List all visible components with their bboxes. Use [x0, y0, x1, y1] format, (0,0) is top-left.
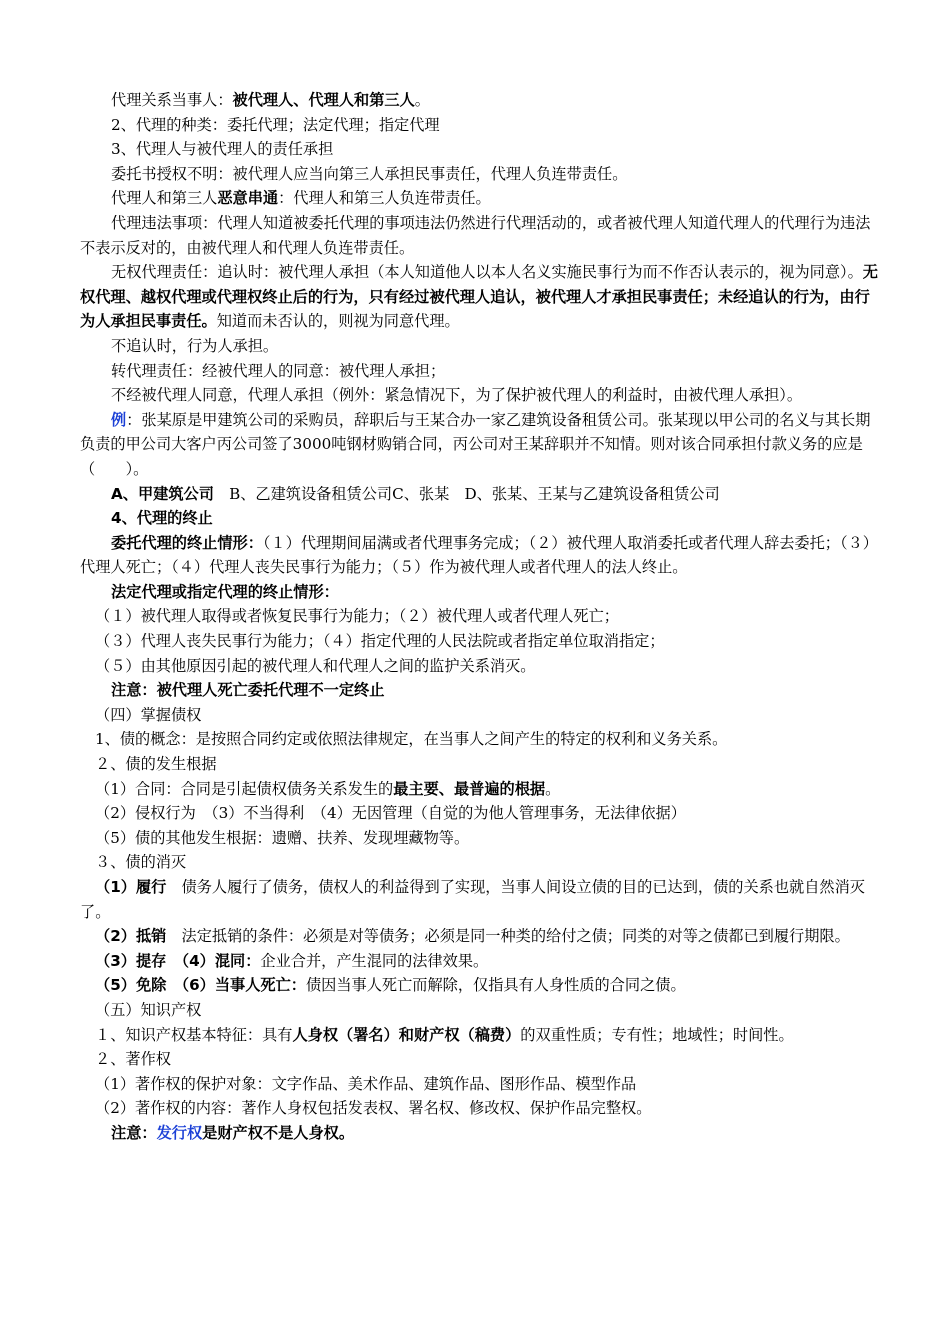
- paragraph-offset: （2）抵销 法定抵销的条件：必须是对等债务；必须是同一种类的给付之债；同类的对等之债都已到履行期限。: [95, 927, 850, 946]
- paragraph-unclear-authorization: 委托书授权不明：被代理人应当向第三人承担民事责任，代理人负连带责任。: [111, 164, 628, 183]
- paragraph-debt-contract: （1）合同：合同是引起债权债务关系发生的最主要、最普遍的根据。: [95, 779, 561, 798]
- heading-debt-extinction: ３、债的消灭: [95, 853, 187, 872]
- note-death-termination: 注意：被代理人死亡委托代理不一定终止: [111, 681, 385, 700]
- paragraph-legal-termination-3: （５）由其他原因引起的被代理人和代理人之间的监护关系消灭。: [95, 656, 536, 675]
- paragraph-debt-concept: 1、债的概念：是按照合同约定或依照法律规定，在当事人之间产生的特定的权利和义务关系。: [95, 730, 728, 749]
- document-body: [80, 88, 880, 1146]
- heading-agency-types: 2、代理的种类：委托代理；法定代理；指定代理: [111, 115, 440, 134]
- heading-debt-basis: ２、债的发生根据: [95, 755, 217, 774]
- paragraph-performance: （1）履行 债务人履行了债务，债权人的利益得到了实现，当事人间设立债的目的已达到，债的关系也就自然消灭了。: [80, 878, 865, 921]
- heading-creditor-rights: （四）掌握债权: [95, 705, 202, 724]
- note-distribution-right: 注意：发行权是财产权不是人身权。: [111, 1123, 354, 1142]
- paragraph-illegal-agency: 代理违法事项：代理人知道被委托代理的事项违法仍然进行代理活动的，或者被代理人知道代理人的代理行为违法不表示反对的，由被代理人和代理人负连带责任。: [80, 213, 871, 257]
- paragraph-legal-termination-2: （３）代理人丧失民事行为能力；（４）指定代理的人民法院或者指定单位取消指定；: [95, 632, 665, 651]
- paragraph-collusion: 代理人和第三人恶意串通：代理人和第三人负连带责任。: [111, 189, 491, 208]
- paragraph-copyright-content: （2）著作权的内容：著作人身权包括发表权、署名权、修改权、保护作品完整权。: [95, 1099, 652, 1118]
- heading-legal-termination: 法定代理或指定代理的终止情形：: [111, 582, 339, 601]
- paragraph-sub-agency-no-consent: 不经被代理人同意，代理人承担（例外：紧急情况下，为了保护被代理人的利益时，由被代理人承担）。: [111, 386, 803, 405]
- paragraph-debt-other-sources: （2）侵权行为 （3）不当得利 （4）无因管理（自觉的为他人管理事务，无法律依据）: [95, 804, 686, 823]
- heading-ip: （五）知识产权: [95, 1000, 202, 1019]
- paragraph-legal-termination-1: （１）被代理人取得或者恢复民事行为能力；（２）被代理人或者代理人死亡；: [95, 607, 619, 626]
- paragraph-example: 例：张某原是甲建筑公司的采购员，辞职后与王某合办一家乙建筑设备租赁公司。张某现以甲公司的名义与其长期负责的甲公司大客户丙公司签了3000吨钢材购销合同，丙公司对王某辞职并不知情。则对该合同承担付款义务的应是（ ）。: [80, 410, 871, 478]
- paragraph-example-options: A、甲建筑公司 B、乙建筑设备租赁公司C、张某 D、张某、王某与乙建筑设备租赁公司: [111, 484, 720, 503]
- paragraph-deposit-merger: （3）提存 （4）混同：企业合并，产生混同的法律效果。: [95, 951, 489, 970]
- paragraph-copyright-objects: （1）著作权的保护对象：文字作品、美术作品、建筑作品、图形作品、模型作品: [95, 1074, 637, 1093]
- paragraph-ip-features: １、知识产权基本特征：具有人身权（署名）和财产权（稿费）的双重性质；专有性；地域性；时间性。: [95, 1025, 794, 1044]
- paragraph-entrusted-termination: 委托代理的终止情形：（１）代理期间届满或者代理事务完成；（２）被代理人取消委托或者代理人辞去委托；（３）代理人死亡；（４）代理人丧失民事行为能力；（５）作为被代理人或者代理人的法人终止。: [80, 533, 878, 577]
- paragraph-debt-misc: （5）债的其他发生根据：遗赠、扶养、发现埋藏物等。: [95, 828, 470, 847]
- heading-copyright: ２、著作权: [95, 1050, 171, 1069]
- paragraph-sub-agency: 转代理责任：经被代理人的同意：被代理人承担；: [111, 361, 446, 380]
- paragraph-waiver-death: （5）免除 （6）当事人死亡：债因当事人死亡而解除，仅指具有人身性质的合同之债。: [95, 976, 686, 995]
- heading-liability: 3、代理人与被代理人的责任承担: [111, 140, 334, 159]
- heading-termination: 4、代理的终止: [111, 509, 213, 528]
- paragraph-agency-parties: 代理关系当事人：被代理人、代理人和第三人。: [111, 91, 430, 109]
- paragraph-unauthorized-agency: 无权代理责任：追认时：被代理人承担（本人知道他人以本人名义实施民事行为而不作否认表示的，视为同意）。无权代理、越权代理或代理权终止后的行为，只有经过被代理人追认，被代理人才承担民事责任；未经追认的行为，由行为人承担民事责任。知道而未否认的，则视为同意代理。: [80, 263, 878, 331]
- paragraph-no-ratification: 不追认时，行为人承担。: [111, 336, 279, 355]
